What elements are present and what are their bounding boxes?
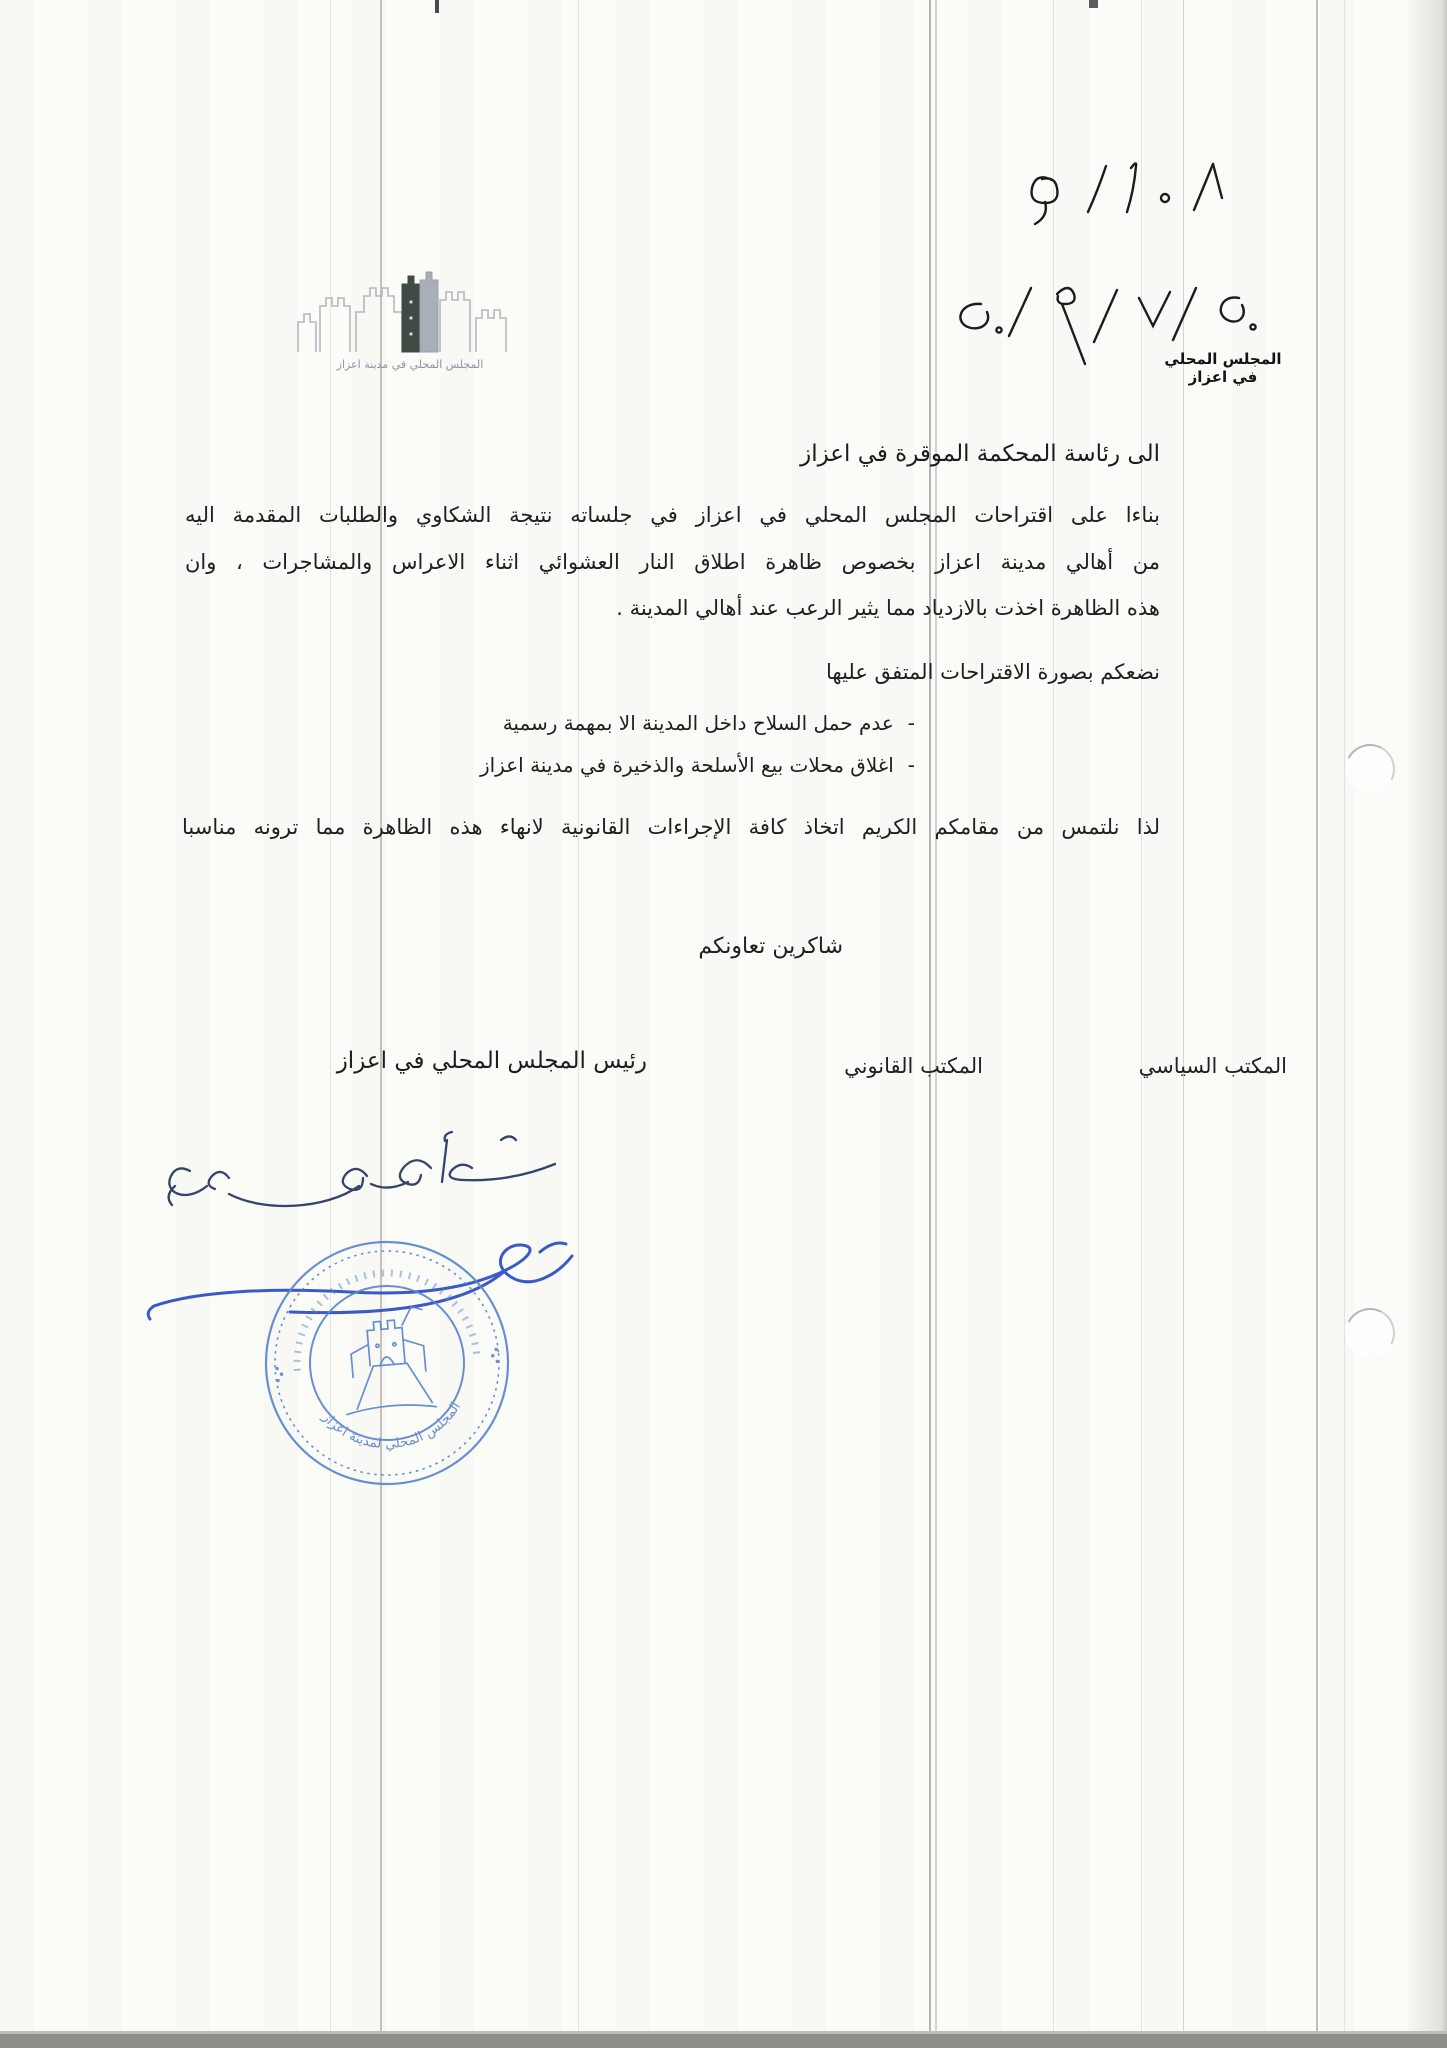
handwritten-ref-number [1018, 146, 1248, 250]
president-name-signature [145, 1128, 565, 1228]
letter-recipient-heading: الى رئاسة المحكمة الموقرة في اعزاز [800, 441, 1160, 467]
council-logo [290, 256, 530, 374]
thanks-line: شاكرين تعاونكم [698, 934, 843, 959]
stamp-text: المجلس المحلي لمدينة اعزاز [318, 1399, 465, 1453]
council-name-header: المجلس المحلي في اعزاز [1164, 350, 1282, 386]
scan-mark [435, 0, 439, 13]
proposal-item [503, 711, 915, 735]
proposal-item [480, 753, 915, 777]
fold-line [1344, 0, 1345, 2048]
proposal-text: اغلاق محلات بيع الأسلحة والذخيرة في مدينة اعزاز [479, 753, 894, 777]
bottom-edge [0, 2034, 1447, 2048]
proposal-text: عدم حمل السلاح داخل المدينة الا بمهمة رسمية [502, 711, 894, 735]
proposals-intro: نضعكم بصورة الاقتراحات المتفق عليها [825, 660, 1160, 684]
body-line: من أهالي مدينة اعزاز بخصوص ظاهرة اطلاق النار العشوائي اثناء الاعراس والمشاجرات ، وان [185, 550, 1160, 574]
fold-line [578, 0, 579, 2048]
signatory-title-president: رئيس المجلس المحلي في اعزاز [336, 1048, 647, 1074]
signatory-title-legal: المكتب القانوني [844, 1054, 983, 1078]
signatory-title-political: المكتب السياسي [1138, 1054, 1287, 1078]
bullet-dash: - [907, 753, 915, 777]
scan-mark [1089, 0, 1098, 8]
page-edge [1407, 0, 1447, 2048]
fold-line [935, 0, 937, 2048]
bullet-dash: - [907, 711, 915, 735]
hole-punch [1338, 1301, 1401, 1364]
council-stamp [246, 1222, 528, 1504]
city-skyline-icon [290, 256, 530, 374]
fold-line [929, 0, 931, 2048]
body-line: بناءا على اقتراحات المجلس المحلي في اعزاز في جلساته نتيجة الشكاوي والطلبات المقدمة اليه [185, 503, 1160, 527]
fold-line [1316, 0, 1318, 2048]
hole-punch [1338, 737, 1401, 800]
closing-request: لذا نلتمس من مقامكم الكريم اتخاذ كافة الإجراءات القانونية لانهاء هذه الظاهرة مما ترونه مناسبا [182, 815, 1160, 839]
body-line: هذه الظاهرة اخذت بالازدياد مما يثير الرعب عند أهالي المدينة . [616, 596, 1160, 620]
logo-caption: المجلس المحلي في مدينة اعزاز [336, 358, 484, 371]
